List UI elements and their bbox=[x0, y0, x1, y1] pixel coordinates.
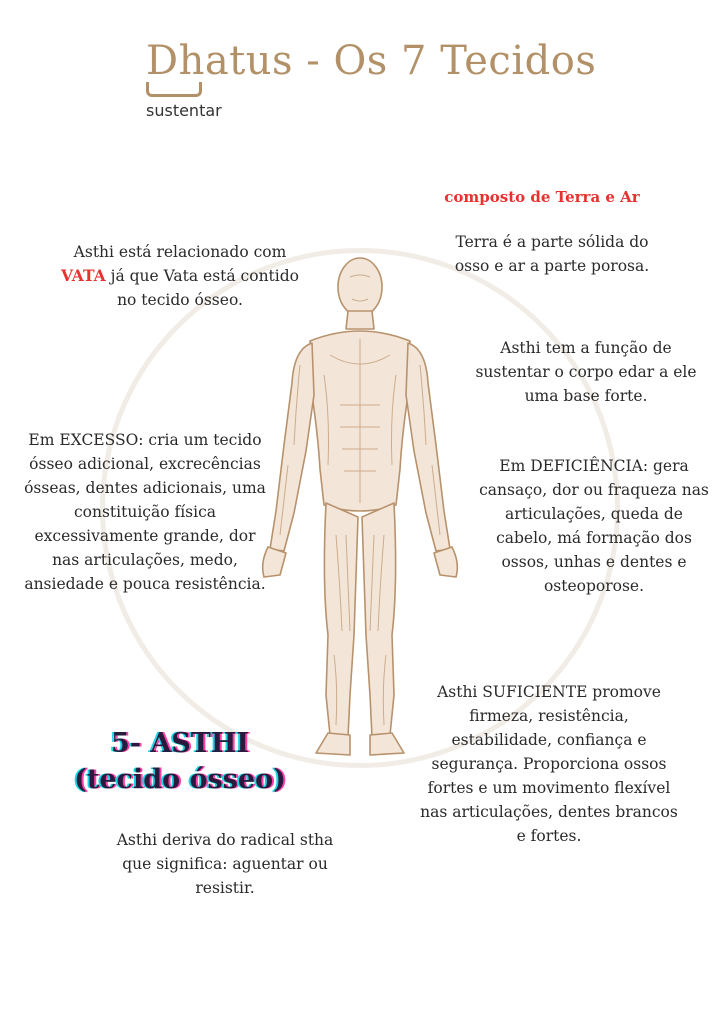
heading-line-1: 5- ASTHI bbox=[110, 728, 250, 759]
underbrace-decoration bbox=[146, 82, 202, 97]
vata-note-prefix: Asthi está relacionado com bbox=[73, 243, 287, 261]
heading-line-2: (tecido ósseo) bbox=[74, 764, 286, 795]
composition-label: composto de Terra e Ar bbox=[444, 188, 640, 206]
deficiency-text: Em DEFICIÊNCIA: gera cansaço, dor ou fraqueza nas articulações, queda de cabelo, má formação dos ossos, unhas e dentes e osteoporose. bbox=[479, 457, 709, 595]
vata-highlight: VATA bbox=[60, 266, 106, 285]
vata-note bbox=[60, 240, 300, 312]
page-title: Dhatus - Os 7 Tecidos bbox=[146, 38, 597, 84]
composition-text: Terra é a parte sólida do osso e ar a parte porosa. bbox=[454, 233, 650, 275]
sufficient-text: Asthi SUFICIENTE promove firmeza, resistência, estabilidade, confiança e segurança. Proporciona ossos fortes e um movimento flexível nas articulações, dentes brancos e fortes. bbox=[420, 683, 678, 845]
page-subtitle: sustentar bbox=[146, 101, 222, 120]
excess-text: Em EXCESSO: cria um tecido ósseo adicional, excrecências ósseas, dentes adicionais, uma constituição física excessivamente grande, dor nas articulações, medo, ansiedade e pouca resistência. bbox=[24, 431, 266, 593]
section-heading bbox=[40, 726, 320, 798]
etymology-text: Asthi deriva do radical stha que significa: aguentar ou resistir. bbox=[116, 831, 334, 897]
vata-note-suffix: já que Vata está contido no tecido ósseo. bbox=[110, 267, 299, 309]
function-text: Asthi tem a função de sustentar o corpo edar a ele uma base forte. bbox=[475, 339, 697, 405]
